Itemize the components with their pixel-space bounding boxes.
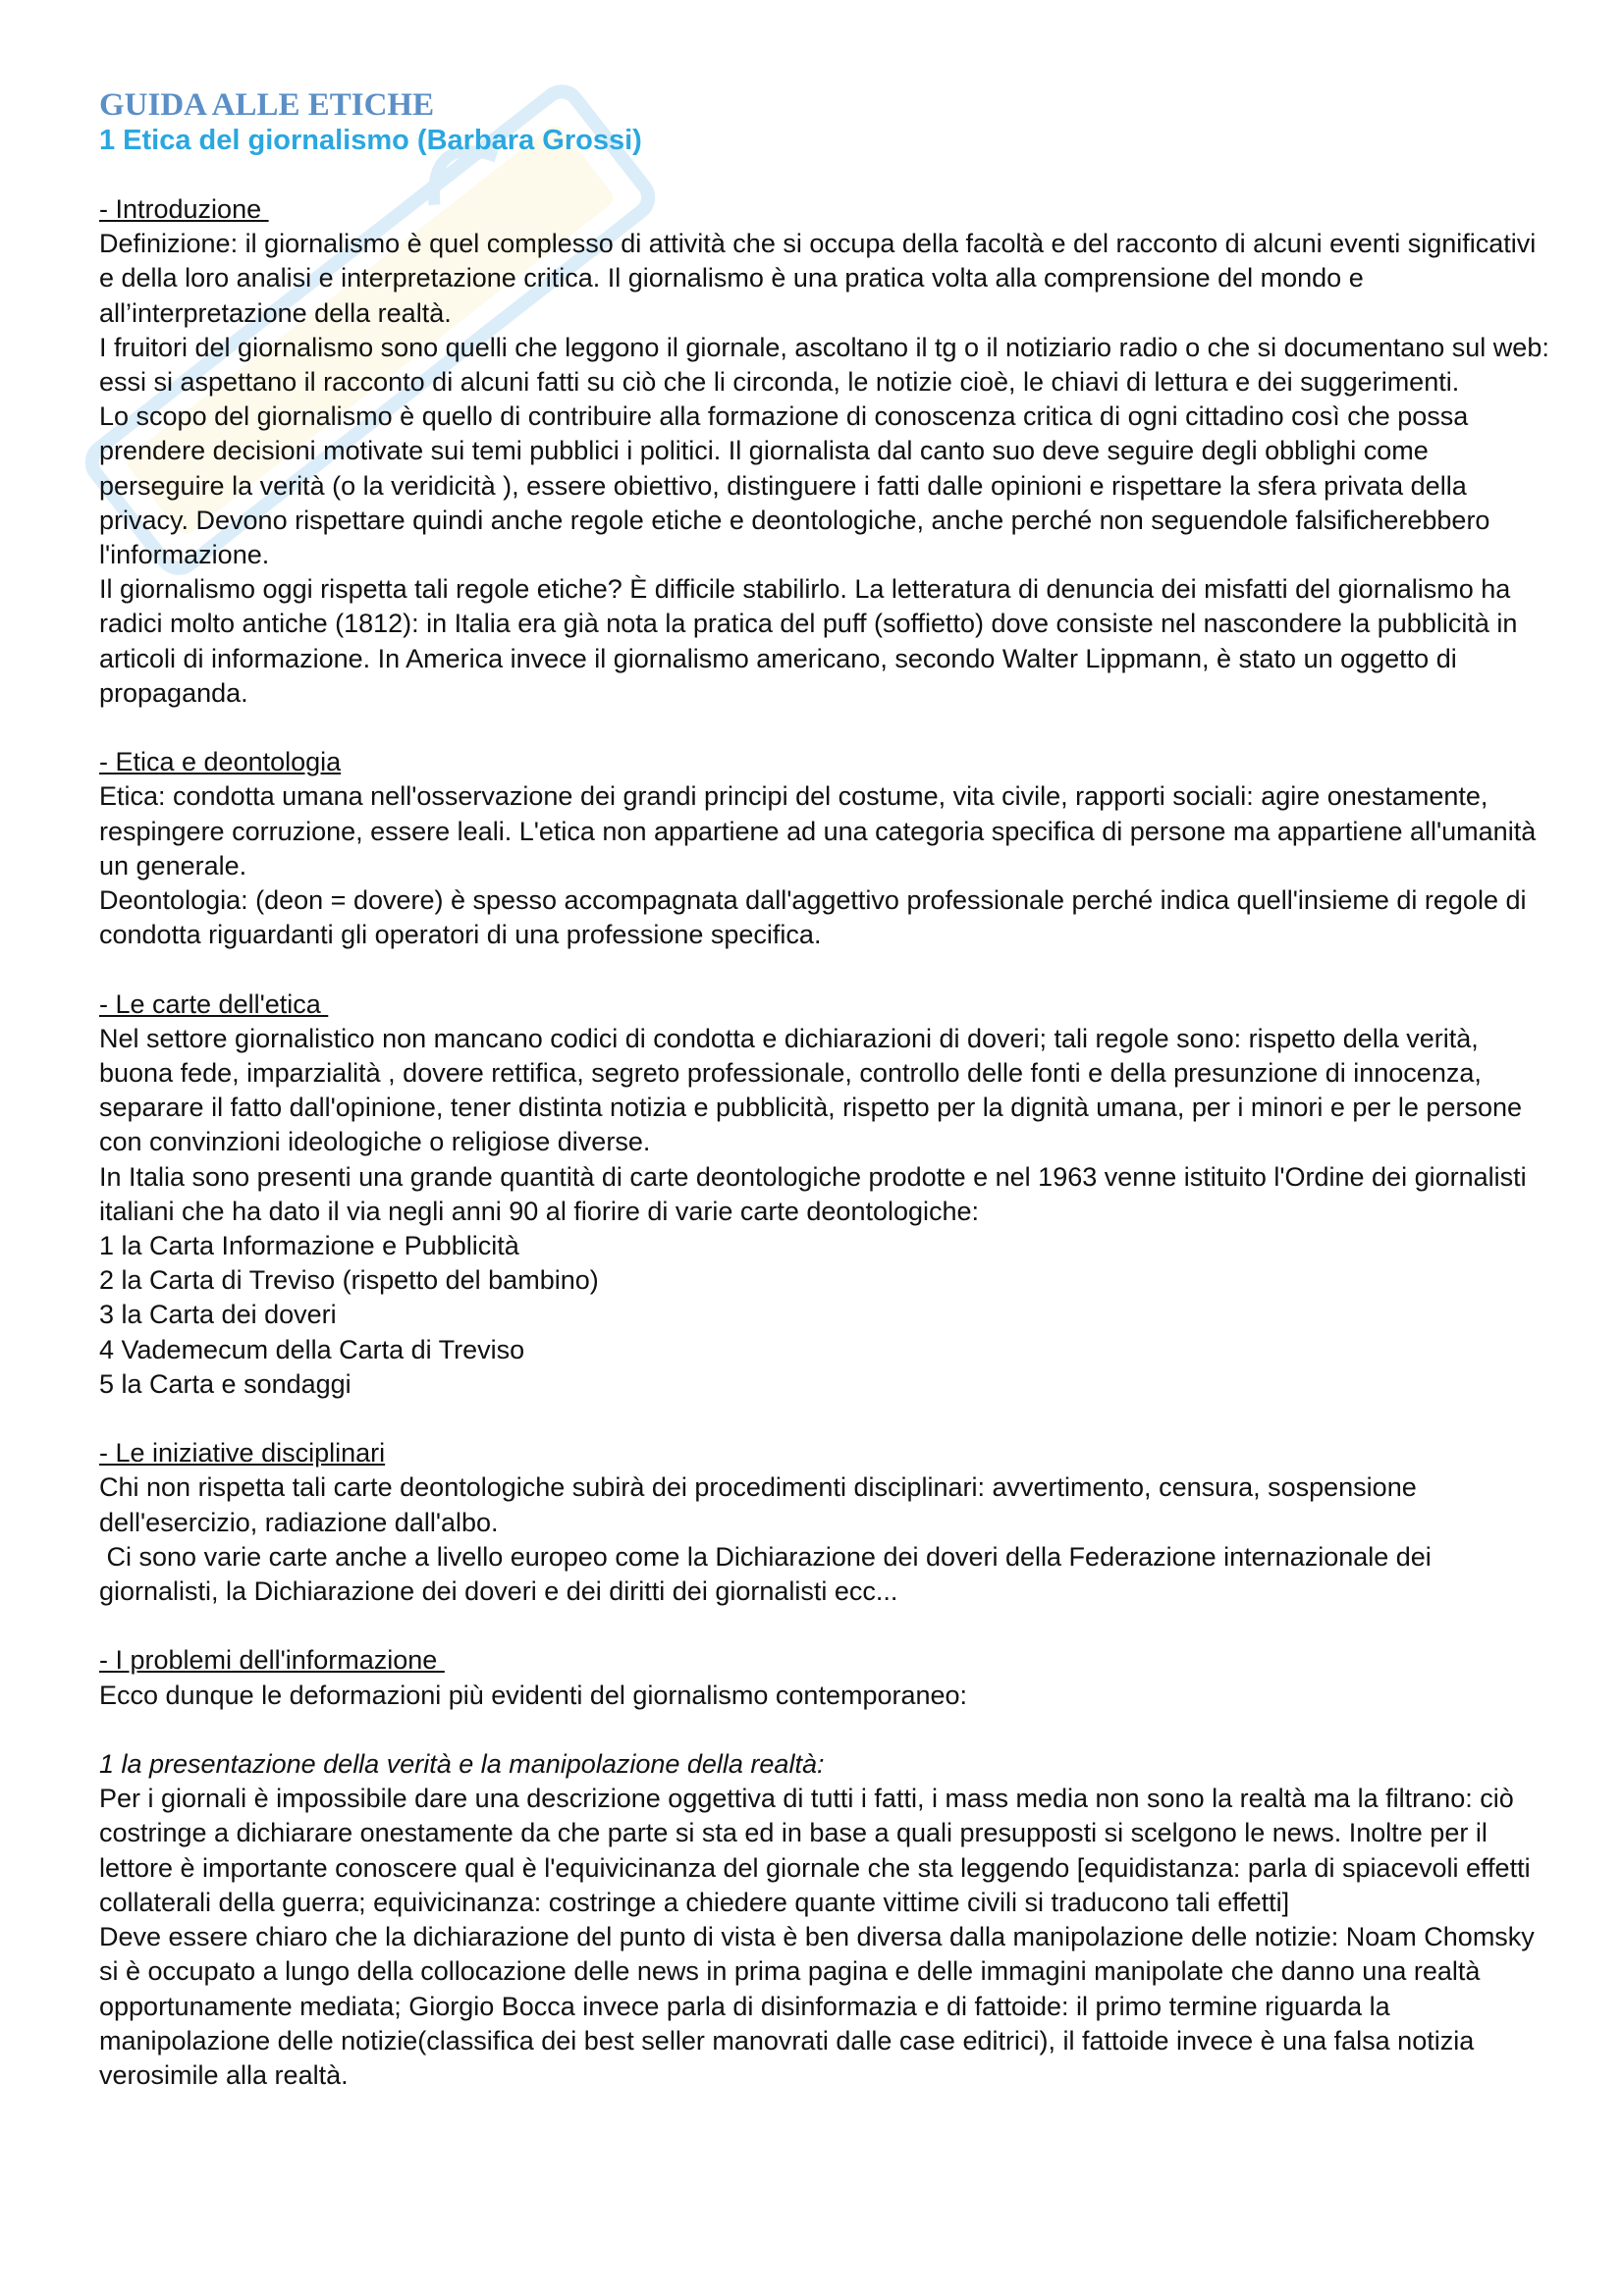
section-heading: - Etica e deontologia [99, 747, 342, 777]
section-heading: - Le iniziative disciplinari [99, 1438, 386, 1468]
paragraph: Deve essere chiaro che la dichiarazione del punto di vista è ben diversa dalla manipolazione delle notizie: Noam Chomsky si è occupato a lungo della collocazione delle news in prima pagina e delle immagini manipolate che danno una realtà opportunamente mediata; Giorgio Bocca invece parla di disinformazia e di fattoide: il primo termine riguarda la manipolazione delle notizie(classifica dei best seller manovrati dalle case editrici), il fattoide invece è una falsa notizia verosimile alla realtà. [99, 1922, 1535, 2090]
section-problemi [99, 1643, 1552, 2093]
section-heading: - Le carte dell'etica [99, 988, 329, 1019]
paragraph: I fruitori del giornalismo sono quelli che leggono il giornale, ascoltano il tg o il notiziario radio o che si documentano sul web: essi si aspettano il racconto di alcuni fatti su ciò che li circonda, le notizie cioè, le chiavi di lettura e dei suggerimenti. [99, 332, 1549, 398]
document-title: GUIDA ALLE ETICHE [99, 87, 435, 123]
paragraph: Il giornalismo oggi rispetta tali regole etiche? È difficile stabilirlo. La letteratura di denuncia dei misfatti del giornalismo ha radici molto antiche (1812): in Italia era già nota la pratica del puff (soffietto) dove consiste nel nascondere la pubblicità in articoli di informazione. In America invece il giornalismo americano, secondo Walter Lippmann, è stato un oggetto di propaganda. [99, 574, 1518, 708]
section-heading: - I problemi dell'informazione [99, 1645, 445, 1676]
paragraph: Nel settore giornalistico non mancano codici di condotta e dichiarazioni di doveri; tali regole sono: rispetto della verità, buona fede, imparzialità , dovere rettifica, segreto professionale, controllo delle fonti e della presunzione di innocenza, separare il fatto dall'opinione, tener distinta notizia e pubblicità, rispetto per la dignità umana, per i minori e per le persone con convinzioni ideologiche o religiose diverse. [99, 1023, 1522, 1157]
paragraph: Chi non rispetta tali carte deontologiche subirà dei procedimenti disciplinari: avvertimento, censura, sospensione dell'esercizio, radiazione dall'albo. [99, 1472, 1417, 1537]
section-carte [99, 988, 1552, 1402]
paragraph: In Italia sono presenti una grande quantità di carte deontologiche prodotte e nel 1963 venne istituito l'Ordine dei giornalisti italiani che ha dato il via negli anni 90 al fiorire di varie carte deontologiche: [99, 1161, 1527, 1226]
spacer [99, 1713, 1552, 1747]
paragraph: Ci sono varie carte anche a livello europeo come la Dichiarazione dei doveri della Federazione internazionale dei giornalisti, la Dichiarazione dei doveri e dei diritti dei giornalisti ecc... [99, 1541, 1439, 1607]
paragraph: Definizione: il giornalismo è quel complesso di attività che si occupa della facoltà e del racconto di alcuni eventi significativi e della loro analisi e interpretazione critica. Il giornalismo è una pratica volta alla comprensione del mondo e all’interpretazione della realtà. [99, 229, 1537, 328]
document-page [99, 86, 1552, 2127]
list-item: 3 la Carta dei doveri [99, 1300, 337, 1330]
list-item: 4 Vademecum della Carta di Treviso [99, 1334, 525, 1364]
carte-list [99, 1229, 1552, 1402]
list-item: 1 la Carta Informazione e Pubblicità [99, 1231, 519, 1261]
section-iniziative [99, 1436, 1552, 1609]
section-heading: - Introduzione [99, 194, 269, 224]
list-item: 2 la Carta di Treviso (rispetto del bambino) [99, 1265, 599, 1296]
paragraph: Deontologia: (deon = dovere) è spesso accompagnata dall'aggettivo professionale perché indica quell'insieme di regole di condotta riguardanti gli operatori di una professione specifica. [99, 885, 1527, 950]
paragraph: Per i giornali è impossibile dare una descrizione oggettiva di tutti i fatti, i mass media non sono la realtà ma la filtrano: ciò costringe a dichiarare onestamente da che parte si sta ed in base a quali presupposti si scelgono le news. Inoltre per il lettore è importante conoscere qual è l'equivicinanza del giornale che sta leggendo [equidistanza: parla di spiacevoli effetti collaterali della guerra; equivicinanza: costringe a chiedere quante vittime civili si traducono tali effetti] [99, 1784, 1531, 1917]
paragraph: Etica: condotta umana nell'osservazione dei grandi principi del costume, vita civile, rapporti sociali: agire onestamente, respingere corruzione, essere leali. L'etica non appartiene ad una categoria specifica di persone ma appartiene all'umanità un generale. [99, 781, 1537, 881]
italic-subheading: 1 la presentazione della verità e la manipolazione della realtà: [99, 1749, 825, 1780]
section-introduzione [99, 192, 1552, 711]
section-etica [99, 745, 1552, 952]
paragraph: Lo scopo del giornalismo è quello di contribuire alla formazione di conoscenza critica di ogni cittadino così che possa prendere decisioni motivate sui temi pubblici i politici. Il giornalista dal canto suo deve seguire degli obblighi come perseguire la verità (o la veridicità ), essere obiettivo, distinguere i fatti dalle opinioni e rispettare la sfera privata della privacy. Devono rispettare quindi anche regole etiche e deontologiche, anche perché non seguendole falsificherebbero l'informazione. [99, 401, 1490, 570]
paragraph: Ecco dunque le deformazioni più evidenti del giornalismo contemporaneo: [99, 1680, 968, 1710]
document-subtitle: 1 Etica del giornalismo (Barbara Grossi) [99, 125, 642, 156]
list-item: 5 la Carta e sondaggi [99, 1368, 352, 1399]
